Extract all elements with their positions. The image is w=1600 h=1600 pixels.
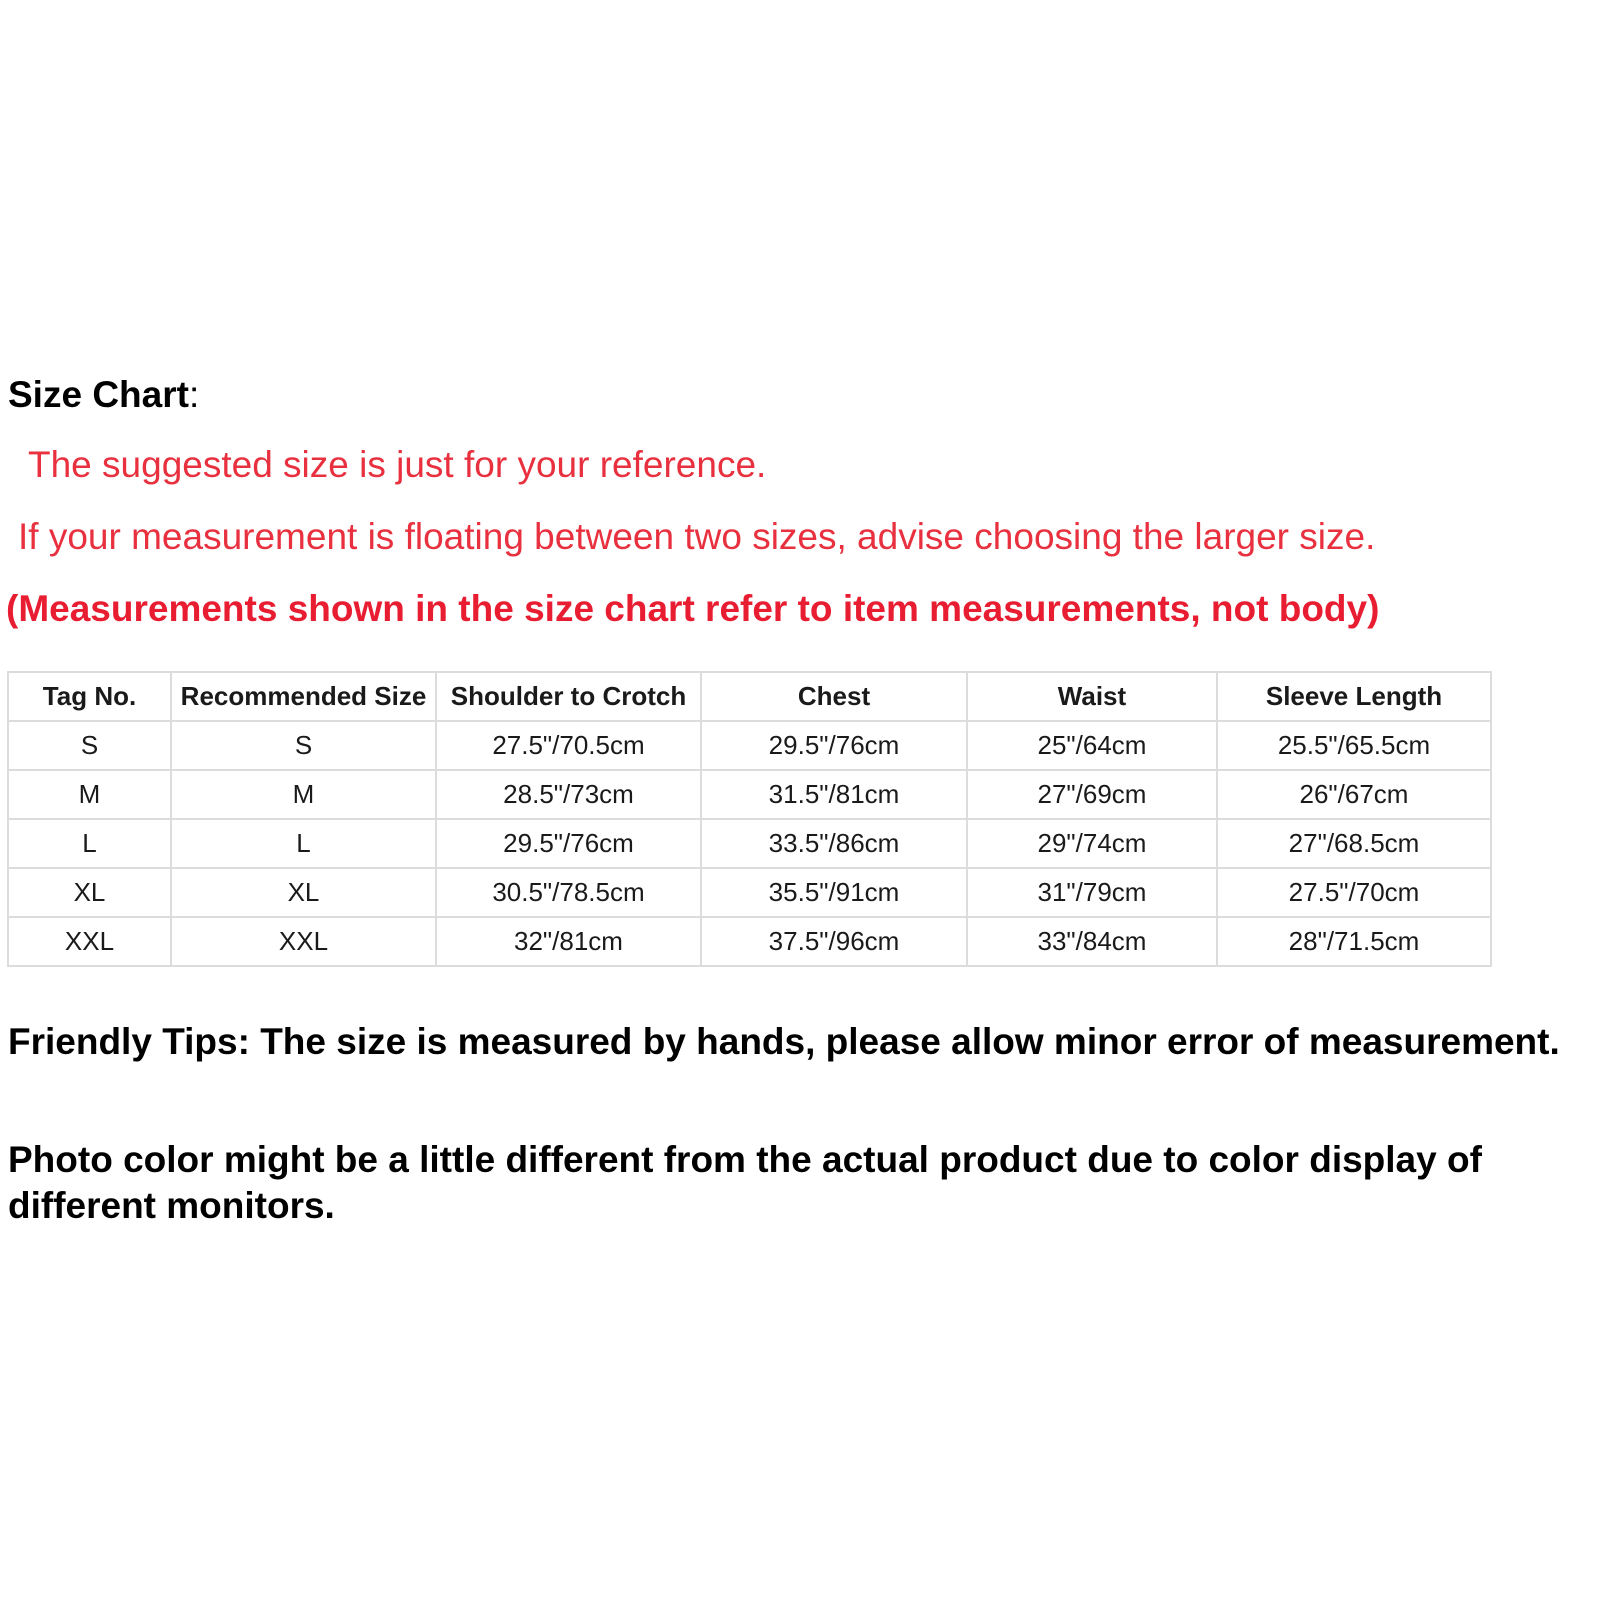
cell-recommended-size: M bbox=[171, 770, 436, 819]
cell-recommended-size: XXL bbox=[171, 917, 436, 966]
size-table bbox=[7, 671, 1492, 967]
friendly-tips: Friendly Tips: The size is measured by hands, please allow minor error of measurement. bbox=[8, 1021, 1560, 1062]
measurement-disclaimer: (Measurements shown in the size chart refer to item measurements, not body) bbox=[6, 588, 1380, 629]
cell-sleeve-length: 25.5"/65.5cm bbox=[1217, 721, 1491, 770]
title-colon: : bbox=[188, 374, 200, 415]
cell-tag-no: XL bbox=[8, 868, 171, 917]
page-title bbox=[8, 374, 199, 416]
cell-tag-no: L bbox=[8, 819, 171, 868]
cell-waist: 27"/69cm bbox=[967, 770, 1217, 819]
title-text: Size Chart bbox=[8, 374, 189, 415]
cell-tag-no: M bbox=[8, 770, 171, 819]
table-row bbox=[8, 868, 1491, 917]
header-shoulder-to-crotch: Shoulder to Crotch bbox=[436, 672, 701, 721]
header-recommended-size: Recommended Size bbox=[171, 672, 436, 721]
cell-chest: 37.5"/96cm bbox=[701, 917, 967, 966]
cell-waist: 33"/84cm bbox=[967, 917, 1217, 966]
header-sleeve-length: Sleeve Length bbox=[1217, 672, 1491, 721]
sizing-advice-note: If your measurement is floating between two sizes, advise choosing the larger size. bbox=[18, 516, 1376, 557]
cell-shoulder-to-crotch: 27.5"/70.5cm bbox=[436, 721, 701, 770]
cell-waist: 31"/79cm bbox=[967, 868, 1217, 917]
cell-tag-no: XXL bbox=[8, 917, 171, 966]
cell-chest: 31.5"/81cm bbox=[701, 770, 967, 819]
table-row bbox=[8, 917, 1491, 966]
cell-shoulder-to-crotch: 32"/81cm bbox=[436, 917, 701, 966]
cell-sleeve-length: 28"/71.5cm bbox=[1217, 917, 1491, 966]
cell-sleeve-length: 27.5"/70cm bbox=[1217, 868, 1491, 917]
header-chest: Chest bbox=[701, 672, 967, 721]
cell-sleeve-length: 27"/68.5cm bbox=[1217, 819, 1491, 868]
color-disclaimer: Photo color might be a little different from the actual product due to color display of different monitors. bbox=[8, 1139, 1482, 1226]
cell-chest: 33.5"/86cm bbox=[701, 819, 967, 868]
cell-chest: 29.5"/76cm bbox=[701, 721, 967, 770]
header-tag-no: Tag No. bbox=[8, 672, 171, 721]
reference-note: The suggested size is just for your reference. bbox=[28, 444, 767, 485]
table-row bbox=[8, 770, 1491, 819]
header-waist: Waist bbox=[967, 672, 1217, 721]
table-header-row bbox=[8, 672, 1491, 721]
cell-recommended-size: XL bbox=[171, 868, 436, 917]
cell-chest: 35.5"/91cm bbox=[701, 868, 967, 917]
table-row bbox=[8, 819, 1491, 868]
cell-tag-no: S bbox=[8, 721, 171, 770]
cell-recommended-size: L bbox=[171, 819, 436, 868]
cell-shoulder-to-crotch: 28.5"/73cm bbox=[436, 770, 701, 819]
cell-shoulder-to-crotch: 29.5"/76cm bbox=[436, 819, 701, 868]
table-row bbox=[8, 721, 1491, 770]
cell-waist: 25"/64cm bbox=[967, 721, 1217, 770]
cell-waist: 29"/74cm bbox=[967, 819, 1217, 868]
cell-sleeve-length: 26"/67cm bbox=[1217, 770, 1491, 819]
cell-shoulder-to-crotch: 30.5"/78.5cm bbox=[436, 868, 701, 917]
cell-recommended-size: S bbox=[171, 721, 436, 770]
